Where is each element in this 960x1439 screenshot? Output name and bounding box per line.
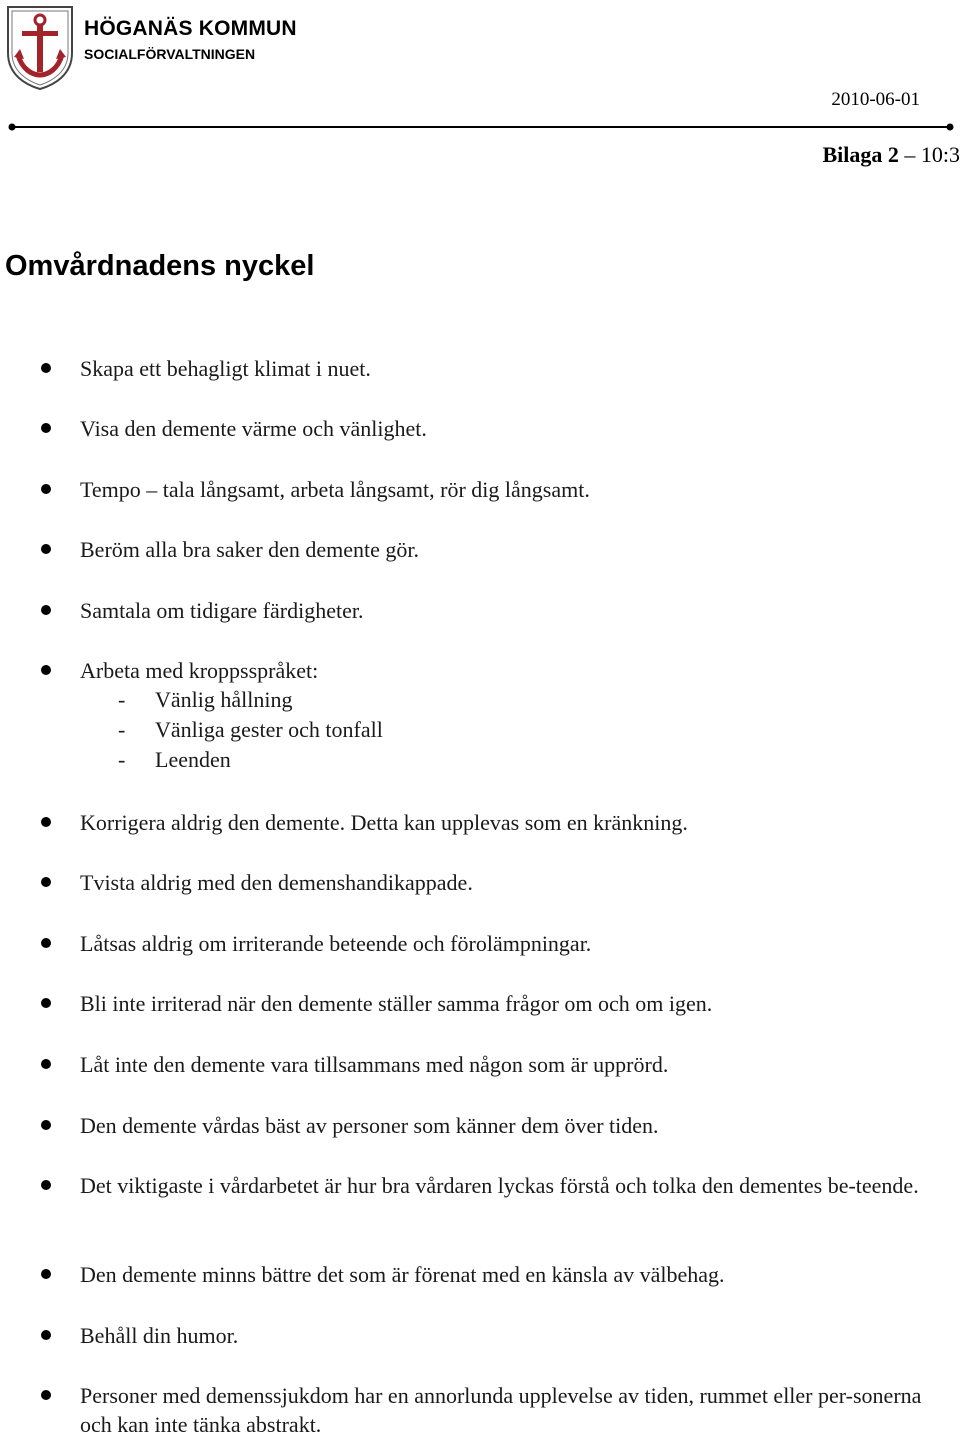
list-item-text: Samtala om tidigare färdigheter. (80, 598, 364, 623)
bullet-icon (41, 544, 51, 554)
bullet-icon (41, 1120, 51, 1130)
attachment-reference (822, 142, 960, 168)
list-item (80, 475, 950, 504)
bullet-icon (41, 938, 51, 948)
page-title: Omvårdnadens nyckel (5, 250, 315, 282)
sub-list-item (80, 745, 950, 775)
bullet-icon (41, 1059, 51, 1069)
document-date: 2010-06-01 (831, 89, 920, 110)
sub-list-item (80, 685, 950, 715)
list-item (80, 1260, 950, 1289)
list-item-text: Låt inte den demente vara tillsammans med någon som är upprörd. (80, 1052, 669, 1077)
bullet-icon (41, 998, 51, 1008)
bullet-icon (41, 605, 51, 615)
list-item-text: Korrigera aldrig den demente. Detta kan upplevas som en kränkning. (80, 810, 688, 835)
list-item-text: Visa den demente värme och vänlighet. (80, 416, 427, 441)
bullet-icon (41, 423, 51, 433)
list-item-text: Tvista aldrig med den demenshandikappade. (80, 870, 473, 895)
list-item (80, 929, 950, 958)
department-name: SOCIALFÖRVALTNINGEN (84, 46, 256, 62)
bullet-icon (41, 665, 51, 675)
organization-name: HÖGANÄS KOMMUN (84, 17, 297, 40)
list-item (80, 1111, 950, 1140)
bullet-icon (41, 877, 51, 887)
list-item (80, 1321, 950, 1350)
list-item (80, 868, 950, 897)
list-item (80, 989, 950, 1018)
list-item-text: Den demente minns bättre det som är förenat med en känsla av välbehag. (80, 1262, 725, 1287)
list-item (80, 535, 950, 564)
list-item (80, 596, 950, 625)
list-item (80, 808, 950, 837)
bullet-icon (41, 1330, 51, 1340)
bullet-icon (41, 484, 51, 494)
bullet-icon (41, 817, 51, 827)
list-item-text: Behåll din humor. (80, 1323, 239, 1348)
organization-logo (4, 3, 297, 91)
bullet-icon (41, 1180, 51, 1190)
list-item-text: Den demente vårdas bäst av personer som känner dem över tiden. (80, 1113, 659, 1138)
list-item (80, 1171, 950, 1200)
dash-marker: - (118, 717, 126, 742)
sub-list-item (80, 715, 950, 745)
list-item-text: Tempo – tala långsamt, arbeta långsamt, rör dig långsamt. (80, 477, 590, 502)
list-item (80, 656, 950, 775)
sub-list-item-text: Vänliga gester och tonfall (155, 717, 383, 742)
header-divider (8, 123, 954, 131)
bullet-icon (41, 363, 51, 373)
anchor-crest-icon (4, 3, 76, 91)
list-item-text: Låtsas aldrig om irriterande beteende och förolämpningar. (80, 931, 592, 956)
list-item-text: Beröm alla bra saker den demente gör. (80, 537, 420, 562)
list-item-text: Bli inte irriterad när den demente ställer samma frågor om och om igen. (80, 991, 713, 1016)
list-item (80, 1050, 950, 1079)
dash-marker: - (118, 687, 126, 712)
list-item (80, 1381, 950, 1439)
list-item (80, 354, 950, 383)
attachment-number: – 10:3 (904, 142, 960, 167)
bullet-icon (41, 1269, 51, 1279)
attachment-label: Bilaga 2 (822, 142, 899, 167)
list-item-text: Personer med demenssjukdom har en annorlunda upplevelse av tiden, rummet eller per-sonerna och kan inte tänka abstrakt. (80, 1383, 922, 1437)
list-item-text: Det viktigaste i vårdarbetet är hur bra vårdaren lyckas förstå och tolka den dementes be-teende. (80, 1173, 919, 1198)
dash-marker: - (118, 747, 126, 772)
list-item (80, 414, 950, 443)
bullet-icon (41, 1390, 51, 1400)
sub-list-item-text: Vänlig hållning (155, 687, 293, 712)
list-item-text: Skapa ett behagligt klimat i nuet. (80, 356, 371, 381)
list-item-text: Arbeta med kroppsspråket: (80, 658, 319, 683)
sub-list-item-text: Leenden (155, 747, 231, 772)
